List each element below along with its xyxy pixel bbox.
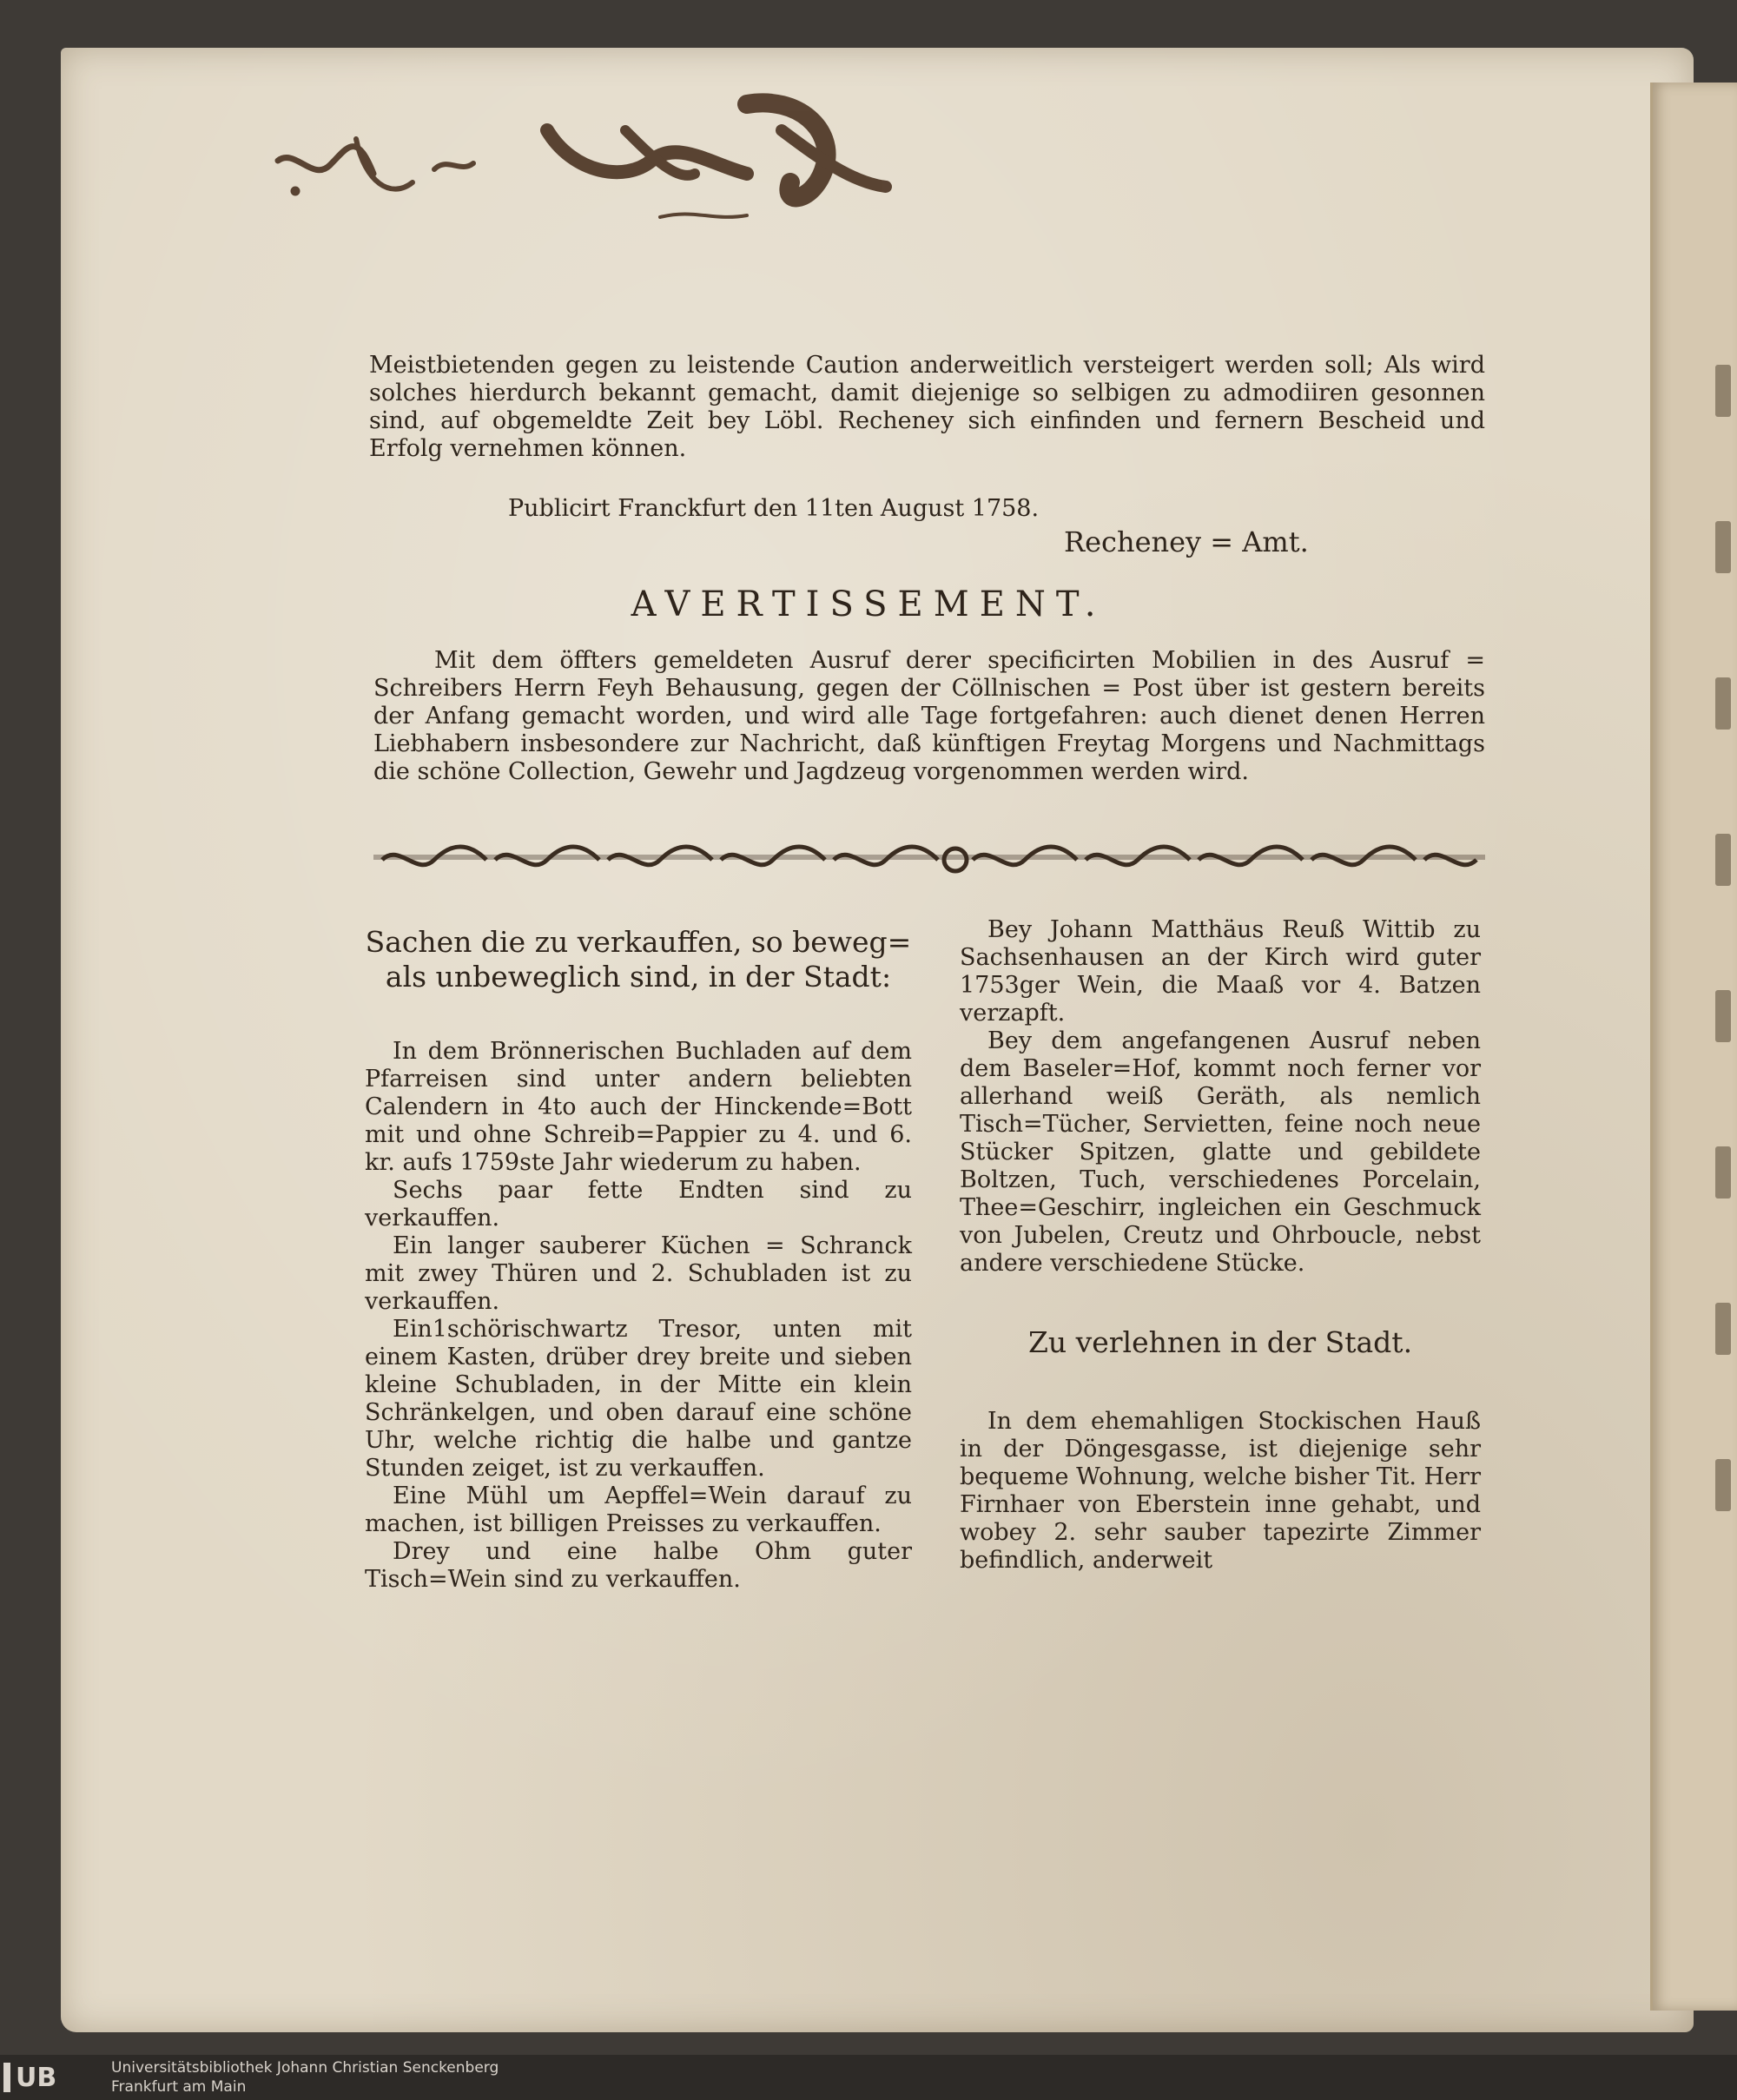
footer-institution: Universitätsbibliothek Johann Christian Senckenberg xyxy=(111,2059,499,2077)
library-footer-bar xyxy=(0,2055,1737,2100)
list-item: Bey dem angefangenen Ausruf neben dem Baseler=Hof, kommt noch ferner vor allerhand weiß Geräth, als nemlich Tisch=Tücher, Servietten, feine noch neue Stücker Spitzen, glatte und gebildete Boltzen, Tuch, verschiedenes Porcelain, Thee=Geschirr, ingleichen ein Geschmuck von Jubelen, Creutz und Ohrboucle, nebst andere verschiedene Stücke. xyxy=(960,1027,1481,1277)
list-item: Eine Mühl um Aepffel=Wein darauf zu machen, ist billigen Preisses zu verkauffen. xyxy=(365,1483,912,1537)
left-column-heading: Sachen die zu verkauffen, so beweg= als unbeweglich sind, in der Stadt: xyxy=(365,925,912,994)
left-column xyxy=(365,925,912,1594)
list-item: Ein1schörischwartz Tresor, unten mit einem Kasten, drüber drey breite und sieben kleine Schubladen, in der Mitte ein klein Schränkelgen, und oben darauf eine schöne Uhr, welche richtig die halbe und gantze Stunden zeiget, ist zu verkauffen. xyxy=(365,1316,912,1482)
footer-attribution xyxy=(111,2058,499,2097)
list-item: Sechs paar fette Endten sind zu verkauffen. xyxy=(365,1177,912,1232)
list-item: Drey und eine halbe Ohm guter Tisch=Wein sind zu verkauffen. xyxy=(365,1538,912,1593)
rental-paragraph: In dem ehemahligen Stockischen Hauß in der Döngesgasse, ist diejenige sehr bequeme Wohnung, welche bisher Tit. Herr Firnhaer von Eberstein inne gehabt, und wobey 2. sehr sauber tapezirte Zimmer befindlich, anderweit xyxy=(960,1408,1481,1574)
ub-logo-text: UB xyxy=(16,2062,57,2093)
avertissement-body: Mit dem öffters gemeldeten Ausruf derer specificirten Mobilien in des Ausruf = Schreibers Herrn Feyh Behausung, gegen der Cöllnischen = Post über ist gestern bereits der Anfang gemacht worden, und wird alle Tage fortgefahren: auch dienet denen Herren Liebhabern insbesondere zur Nachricht, daß künftigen Freytag Morgens und Nachmittags die schöne Collection, Gewehr und Jagdzeug vorgenommen werden wird. xyxy=(373,647,1485,785)
ornamental-divider xyxy=(373,842,1485,877)
handwritten-signature xyxy=(261,78,938,269)
intro-paragraph: Meistbietenden gegen zu leistende Caution anderweitlich versteigert werden soll; Als wird solches hierdurch bekannt gemacht, damit diejenige so selbigen zu admodiiren gesonnen sind, auf obgemeldte Zeit bey Löbl. Recheney sich einfinden und fernern Bescheid und Erfolg vernehmen können. xyxy=(369,352,1485,462)
avertissement-title: AVERTISSEMENT. xyxy=(631,584,1106,624)
list-item: Bey Johann Matthäus Reuß Wittib zu Sachsenhausen an der Kirch wird guter 1753ger Wein, die Maaß vor 4. Batzen verzapft. xyxy=(960,916,1481,1027)
adjacent-page-text-fragments xyxy=(1715,365,1737,1615)
right-column-heading: Zu verlehnen in der Stadt. xyxy=(1027,1325,1413,1359)
ub-logo xyxy=(3,2060,56,2095)
list-item: Ein langer sauberer Küchen = Schranck mit zwey Thüren und 2. Schubladen ist zu verkauffen. xyxy=(365,1232,912,1315)
right-column xyxy=(960,916,1481,1575)
publication-date: Publicirt Franckfurt den 11ten August 1758. xyxy=(508,495,1040,522)
issuing-office: Recheney = Amt. xyxy=(1064,525,1309,558)
footer-city: Frankfurt am Main xyxy=(111,2078,247,2096)
list-item: In dem Brönnerischen Buchladen auf dem Pfarreisen sind unter andern beliebten Calendern in 4to auch der Hinckende=Bott mit und ohne Schreib=Pappier zu 4. und 6. kr. aufs 1759ste Jahr wiederum zu haben. xyxy=(365,1038,912,1176)
